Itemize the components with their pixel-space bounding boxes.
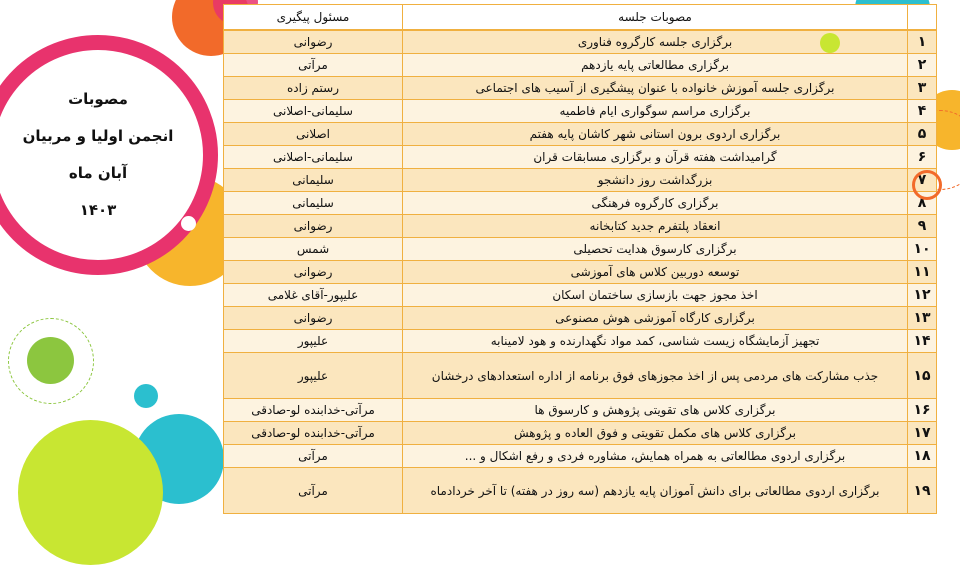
resolutions-table xyxy=(223,4,937,514)
row-resolution: بزرگداشت روز دانشجو xyxy=(403,169,908,192)
table-row xyxy=(224,77,937,100)
row-resolution: برگزاری کارگروه فرهنگی xyxy=(403,192,908,215)
table-row xyxy=(224,399,937,422)
decor-ring-orange-right xyxy=(912,170,942,200)
row-owner: رضوانی xyxy=(224,30,403,54)
row-owner: مرآتی xyxy=(224,468,403,514)
row-resolution: اخذ مجوز جهت بازسازی ساختمان اسکان xyxy=(403,284,908,307)
table-row xyxy=(224,169,937,192)
table-row xyxy=(224,261,937,284)
row-number: ۷ xyxy=(908,169,937,192)
row-resolution: برگزاری مطالعاتی پایه یازدهم xyxy=(403,54,908,77)
row-number: ۱۲ xyxy=(908,284,937,307)
row-owner: مرآتی-خدابنده لو-صادقی xyxy=(224,399,403,422)
decor-circle-white-dot-left xyxy=(181,216,196,231)
row-owner: سلیمانی xyxy=(224,169,403,192)
row-resolution: برگزاری کارگاه آموزشی هوش مصنوعی xyxy=(403,307,908,330)
table-row xyxy=(224,146,937,169)
decor-circle-lime-bottom xyxy=(18,420,163,565)
row-resolution: برگزاری کلاس های تقویتی پژوهش و کارسوق ها xyxy=(403,399,908,422)
table-row xyxy=(224,192,937,215)
row-owner: شمس xyxy=(224,238,403,261)
row-owner: رستم زاده xyxy=(224,77,403,100)
row-number: ۱۵ xyxy=(908,353,937,399)
row-number: ۲ xyxy=(908,54,937,77)
row-owner: علیپور-آقای غلامی xyxy=(224,284,403,307)
row-number: ۱۶ xyxy=(908,399,937,422)
row-resolution: برگزاری اردوی مطالعاتی برای دانش آموزان پایه یازدهم (سه روز در هفته) تا آخر خردادماه xyxy=(403,468,908,514)
row-resolution: جذب مشارکت های مردمی پس از اخذ مجوزهای فوق برنامه از اداره استعدادهای درخشان xyxy=(403,353,908,399)
title-line-4: ۱۴۰۳ xyxy=(79,201,117,219)
row-resolution: برگزاری مراسم سوگواری ایام فاطمیه xyxy=(403,100,908,123)
header-resolution: مصوبات جلسه xyxy=(403,5,908,31)
row-owner: سلیمانی xyxy=(224,192,403,215)
row-number: ۱۱ xyxy=(908,261,937,284)
table-row xyxy=(224,353,937,399)
row-resolution: برگزاری کلاس های مکمل تقویتی و فوق العاده و پژوهش xyxy=(403,422,908,445)
row-number: ۴ xyxy=(908,100,937,123)
table-row xyxy=(224,422,937,445)
row-owner: رضوانی xyxy=(224,215,403,238)
table-row xyxy=(224,284,937,307)
table-row xyxy=(224,100,937,123)
row-number: ۱۹ xyxy=(908,468,937,514)
title-line-3: آبان ماه xyxy=(68,164,128,182)
decor-circle-white-dot-topright xyxy=(882,8,898,24)
row-number: ۶ xyxy=(908,146,937,169)
header-owner: مسئول پیگیری xyxy=(224,5,403,31)
row-owner: مرآتی xyxy=(224,54,403,77)
decor-circle-green xyxy=(27,337,74,384)
row-number: ۳ xyxy=(908,77,937,100)
row-resolution: انعقاد پلتفرم جدید کتابخانه xyxy=(403,215,908,238)
row-owner: رضوانی xyxy=(224,307,403,330)
row-number: ۹ xyxy=(908,215,937,238)
table-row xyxy=(224,468,937,514)
row-resolution: گرامیداشت هفته قرآن و برگزاری مسابقات قران xyxy=(403,146,908,169)
row-number: ۱۳ xyxy=(908,307,937,330)
decor-circle-teal-small xyxy=(134,384,158,408)
title-line-2: انجمن اولیا و مربیان xyxy=(22,127,174,145)
row-owner: سلیمانی-اصلانی xyxy=(224,100,403,123)
row-resolution: برگزاری کارسوق هدایت تحصیلی xyxy=(403,238,908,261)
row-resolution: برگزاری جلسه آموزش خانواده با عنوان پیشگیری از آسیب های اجتماعی xyxy=(403,77,908,100)
row-owner: اصلانی xyxy=(224,123,403,146)
row-number: ۱۴ xyxy=(908,330,937,353)
row-resolution: توسعه دوربین کلاس های آموزشی xyxy=(403,261,908,284)
table-row xyxy=(224,238,937,261)
table-row xyxy=(224,330,937,353)
row-number: ۱۸ xyxy=(908,445,937,468)
decor-circle-lime-small xyxy=(820,33,840,53)
table-row xyxy=(224,307,937,330)
table-row xyxy=(224,215,937,238)
table-row xyxy=(224,445,937,468)
row-resolution: تجهیز آزمایشگاه زیست شناسی، کمد مواد نگهدارنده و هود لامینابه xyxy=(403,330,908,353)
row-resolution: برگزاری اردوی مطالعاتی به همراه همایش، مشاوره فردی و رفع اشکال و ... xyxy=(403,445,908,468)
title-line-1: مصوبات xyxy=(68,90,128,108)
row-owner: علیپور xyxy=(224,330,403,353)
row-number: ۱۷ xyxy=(908,422,937,445)
row-owner: مرآتی xyxy=(224,445,403,468)
table-row xyxy=(224,123,937,146)
row-owner: علیپور xyxy=(224,353,403,399)
row-number: ۱۰ xyxy=(908,238,937,261)
row-owner: سلیمانی-اصلانی xyxy=(224,146,403,169)
table-row xyxy=(224,54,937,77)
row-number: ۸ xyxy=(908,192,937,215)
header-number xyxy=(908,5,937,31)
table-header-row xyxy=(224,5,937,31)
row-number: ۵ xyxy=(908,123,937,146)
row-owner: رضوانی xyxy=(224,261,403,284)
row-resolution: برگزاری اردوی برون استانی شهر کاشان پایه هفتم xyxy=(403,123,908,146)
row-resolution: برگزاری جلسه کارگروه فناوری xyxy=(403,30,908,54)
row-owner: مرآتی-خدابنده لو-صادقی xyxy=(224,422,403,445)
row-number: ۱ xyxy=(908,30,937,54)
